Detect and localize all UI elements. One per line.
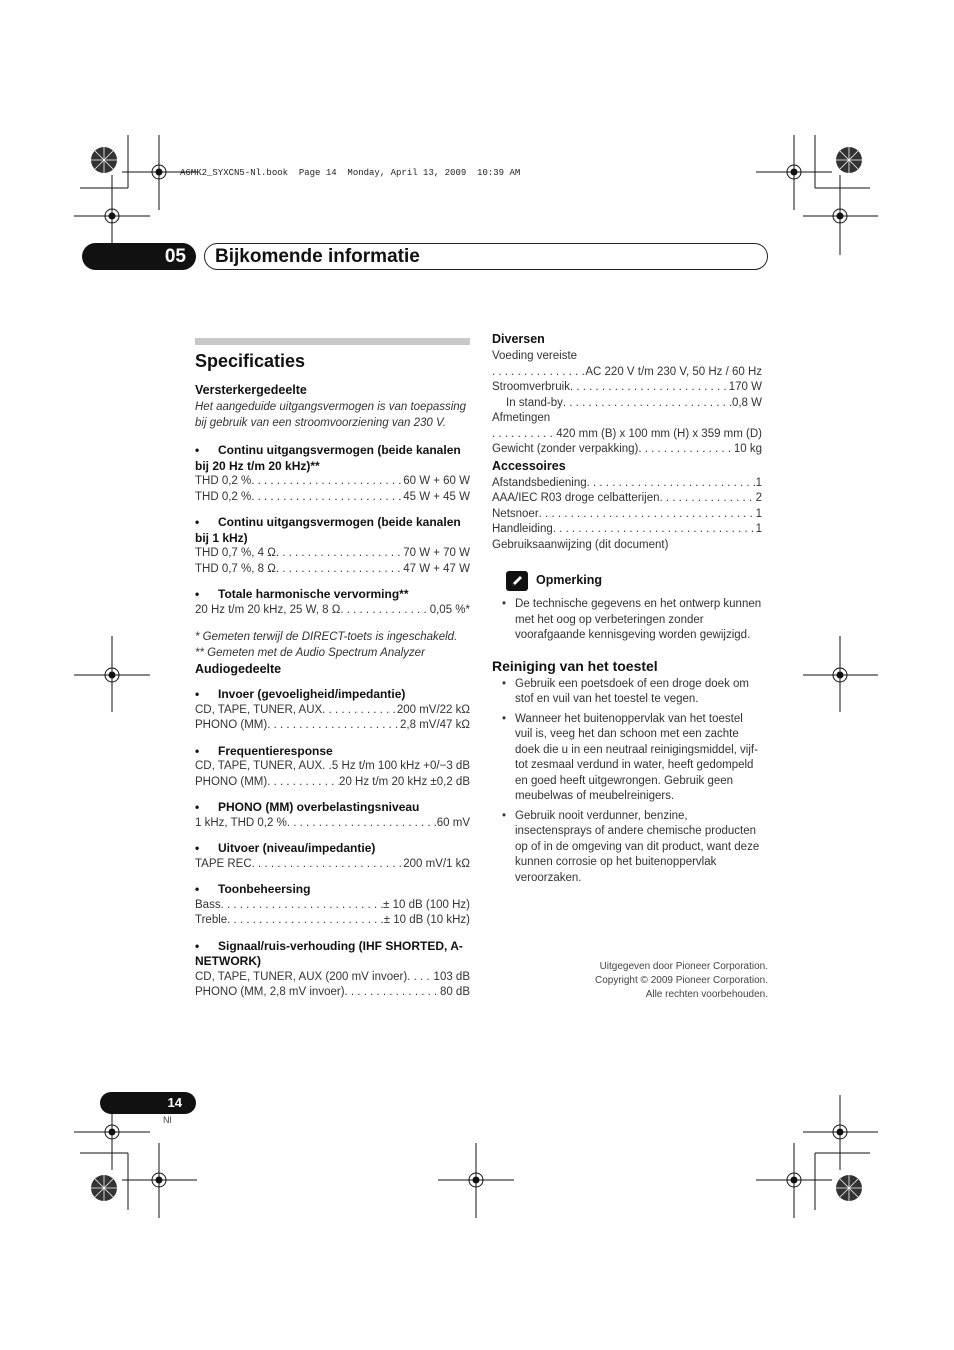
accessory-list [492, 476, 762, 538]
publisher-info [560, 960, 768, 1002]
right-column [492, 331, 762, 890]
dot-leader [659, 491, 755, 507]
spec-row [492, 380, 762, 396]
spec-key: 1 kHz, THD 0,2 % [195, 816, 287, 829]
dot-leader [553, 522, 756, 538]
spec-group-title [195, 515, 470, 546]
spec-key: Bass [195, 898, 221, 911]
publisher-line: Uitgegeven door Pioneer Corporation. [599, 961, 768, 972]
accessory-last: Gebruiksaanwijzing (dit document) [492, 538, 669, 551]
dot-leader [251, 474, 403, 490]
spec-value: 103 dB [433, 970, 470, 983]
amp-spec-groups [195, 443, 470, 618]
accessory-count: 1 [755, 507, 762, 520]
spec-row [195, 490, 470, 506]
left-column [195, 338, 470, 1001]
amp-intro: Het aangeduide uitgangsvermogen is van toepassing bij gebruik van een stroomvoorziening van 230 V. [195, 401, 467, 429]
weight-value: 10 kg [733, 443, 762, 455]
spec-value: 200 mV/22 kΩ [396, 703, 470, 716]
spec-row [195, 759, 470, 775]
accessory-name: Afstandsbediening [492, 476, 587, 489]
note-list [492, 597, 762, 644]
dot-leader [267, 718, 400, 734]
spec-value: 0,05 %* [429, 603, 470, 616]
spec-key: 20 Hz t/m 20 kHz, 25 W, 8 Ω [195, 603, 341, 616]
page-number: 14 [100, 1092, 196, 1114]
spec-row [195, 562, 470, 578]
spec-value: 2,8 mV/47 kΩ [400, 719, 470, 731]
spec-value: 5 Hz t/m 100 kHz +0/−3 dB [331, 760, 470, 772]
dot-leader [539, 507, 756, 523]
spec-row [492, 442, 762, 458]
dot-leader [276, 562, 403, 578]
spec-row [195, 703, 470, 719]
power-label: Voeding vereiste [492, 350, 578, 362]
chapter-number: 05 [82, 243, 196, 270]
dot-leader [221, 898, 384, 914]
spec-group-title [195, 443, 470, 474]
accessory-row [492, 476, 762, 492]
accessory-name: Handleiding [492, 523, 553, 535]
accessories-heading: Accessoires [492, 458, 566, 473]
spec-group-title [195, 882, 470, 898]
section-title: Specificaties [195, 351, 306, 371]
accessory-name: Netsnoer [492, 507, 539, 520]
audio-spec-groups [195, 687, 470, 1001]
spec-value: ± 10 dB (100 Hz) [383, 898, 470, 911]
spec-row [195, 913, 470, 929]
dot-leader [345, 985, 440, 1001]
spec-key: CD, TAPE, TUNER, AUX [195, 703, 323, 716]
standby-value: 0,8 W [731, 396, 762, 409]
spec-key: Treble [195, 914, 228, 926]
spec-group-title-text: Continu uitgangsvermogen (beide kanalen bij 1 kHz) [195, 515, 461, 545]
spec-row [492, 396, 762, 412]
accessory-count: 2 [755, 492, 762, 504]
spec-group-title-text: Toonbeheersing [218, 882, 311, 896]
power-value: AC 220 V t/m 230 V, 50 Hz / 60 Hz [585, 365, 762, 378]
bullet: • [195, 687, 200, 701]
pencil-note-icon [506, 571, 528, 591]
spec-group-title-text: Signaal/ruis-verhouding (IHF SHORTED, A-NETWORK) [195, 938, 463, 968]
dot-leader [587, 476, 756, 492]
spec-key: THD 0,2 % [195, 475, 252, 487]
section-bar [195, 338, 470, 345]
spec-key: THD 0,2 % [195, 490, 252, 503]
cleaning-heading: Reiniging van het toestel [492, 657, 658, 674]
spec-row [195, 775, 470, 791]
dimensions-label: Afmetingen [492, 412, 551, 424]
spec-key: PHONO (MM) [195, 719, 268, 731]
spec-key: TAPE REC [195, 857, 252, 870]
consumption-label: Stroomverbruik [492, 381, 570, 393]
accessory-row [492, 507, 762, 523]
dot-leader [252, 857, 404, 873]
spec-value: 60 mV [436, 816, 470, 829]
print-info-line: A6MK2_SYXCN5-Nl.book Page 14 Monday, April 13, 2009 10:39 AM [180, 168, 521, 178]
standby-label: In stand-by [506, 396, 563, 409]
spec-key: CD, TAPE, TUNER, AUX [195, 760, 323, 772]
bullet: • [195, 938, 200, 953]
spec-row [195, 603, 470, 619]
spec-key: THD 0,7 %, 4 Ω [195, 547, 276, 559]
dot-leader [340, 603, 429, 619]
bullet: • [195, 587, 200, 601]
dot-leader [276, 546, 403, 562]
spec-row [195, 857, 470, 873]
spec-group-title [195, 841, 470, 857]
spec-row [492, 427, 762, 443]
spec-row [195, 718, 470, 734]
bullet: • [195, 515, 200, 529]
bullet: • [195, 882, 200, 896]
dimensions-value: 420 mm (B) x 100 mm (H) x 359 mm (D) [556, 427, 762, 440]
spec-row [195, 546, 470, 562]
language-code: Nl [163, 1115, 172, 1125]
dot-leader [322, 759, 332, 775]
spec-group-title-text: Totale harmonische vervorming** [218, 587, 409, 601]
spec-group-title-text: Frequentieresponse [218, 743, 333, 758]
spec-value: 60 W + 60 W [403, 475, 470, 487]
spec-group-title [195, 800, 470, 816]
spec-row [195, 474, 470, 490]
spec-group-title [195, 687, 470, 703]
spec-key: CD, TAPE, TUNER, AUX (200 mV invoer) [195, 970, 408, 983]
dot-leader [322, 703, 397, 719]
spec-group-title [195, 744, 470, 760]
accessory-row [492, 491, 762, 507]
spec-group-title [195, 587, 470, 603]
accessory-count: 1 [755, 523, 762, 535]
spec-key: PHONO (MM) [195, 775, 268, 788]
bullet: • [195, 841, 200, 855]
dot-leader [251, 490, 403, 506]
accessory-row [492, 522, 762, 538]
bullet: • [195, 743, 200, 758]
spec-row [492, 365, 762, 381]
dot-leader [227, 913, 384, 929]
footnote: * Gemeten terwijl de DIRECT-toets is ingeschakeld. [195, 631, 458, 643]
note-item: • De technische gegevens en het ontwerp kunnen met het oog op verbeteringen zonder voorafgaande kennisgeving worden gewijzigd. [492, 597, 762, 644]
dot-leader [407, 970, 433, 986]
spec-group-title-text: Continu uitgangsvermogen (beide kanalen bij 20 Hz t/m 20 kHz)** [195, 443, 461, 473]
spec-group-title-text: Invoer (gevoeligheid/impedantie) [218, 687, 406, 701]
dot-leader [267, 775, 339, 791]
spec-value: 70 W + 70 W [403, 547, 470, 559]
accessory-count: 1 [755, 476, 762, 489]
amp-heading: Versterkergedeelte [195, 383, 307, 397]
rights-line: Alle rechten voorbehouden. [645, 989, 768, 1000]
spec-group-title-text: Uitvoer (niveau/impedantie) [218, 841, 376, 855]
note-header [506, 571, 762, 591]
spec-group-title-text: PHONO (MM) overbelastingsniveau [218, 800, 420, 814]
cleaning-item: • Gebruik een poetsdoek of een droge doek om stof en vuil van het toestel te vegen. [492, 677, 762, 708]
spec-row [195, 816, 470, 832]
spec-key: THD 0,7 %, 8 Ω [195, 562, 276, 575]
audio-heading: Audiogedeelte [195, 662, 282, 676]
spec-value: 47 W + 47 W [403, 562, 470, 575]
footnotes [195, 630, 470, 661]
spec-key: PHONO (MM, 2,8 mV invoer) [195, 986, 345, 998]
cleaning-list [492, 677, 762, 887]
cleaning-item: • Gebruik nooit verdunner, benzine, insectensprays of andere chemische producten op of in de omgeving van dit product, want deze kunnen corrosie op het buitenoppervlak veroorzaken. [492, 809, 762, 887]
bullet: • [195, 800, 200, 814]
copyright-line: Copyright © 2009 Pioneer Corporation. [594, 975, 768, 986]
consumption-value: 170 W [728, 381, 762, 393]
spec-group-title [195, 939, 470, 970]
cleaning-item: • Wanneer het buitenoppervlak van het toestel vuil is, veeg het dan schoon met een zachte doek die u in een neutraal reinigingsmiddel, vijf- tot zesmaal verdund in water, heeft gedompeld en goed heeft uitgewrongen. Gebruik geen meubelwas of meubelreinigers. [492, 712, 762, 805]
spec-value: 200 mV/1 kΩ [403, 857, 470, 870]
spec-row [195, 970, 470, 986]
dot-leader [287, 816, 437, 832]
footnote: ** Gemeten met de Audio Spectrum Analyzer [195, 646, 425, 659]
spec-value: 45 W + 45 W [403, 490, 470, 503]
spec-value: ± 10 dB (10 kHz) [383, 914, 470, 926]
spec-value: 80 dB [439, 986, 470, 998]
bullet: • [195, 443, 200, 457]
spec-value: 20 Hz t/m 20 kHz ±0,2 dB [339, 775, 470, 788]
weight-label: Gewicht (zonder verpakking) [492, 443, 639, 455]
spec-row [195, 985, 470, 1001]
spec-row [195, 898, 470, 914]
note-title: Opmerking [536, 573, 602, 588]
accessory-name: AAA/IEC R03 droge celbatterijen [492, 492, 660, 504]
misc-heading: Diversen [492, 332, 545, 346]
chapter-title: Bijkomende informatie [204, 243, 768, 270]
